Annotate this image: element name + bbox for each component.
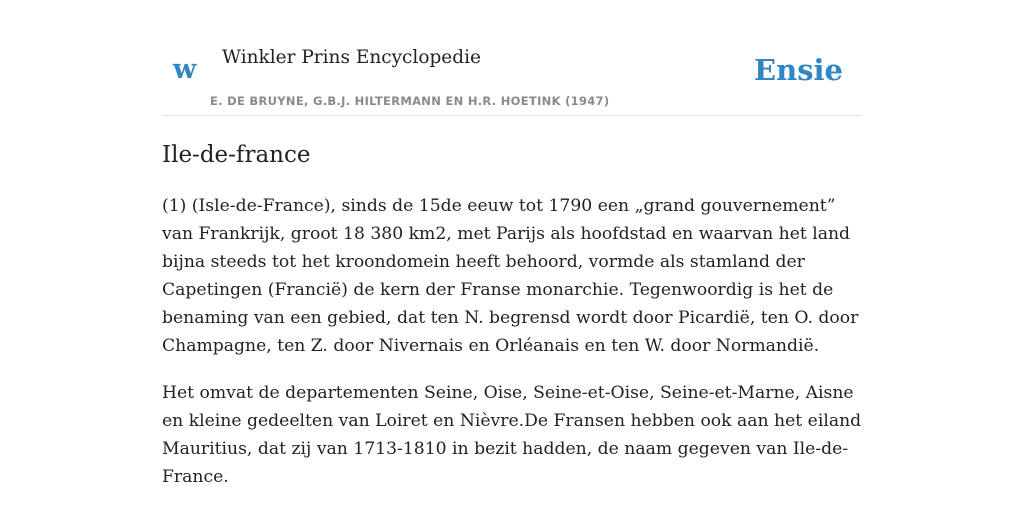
article-title: Ile-de-france <box>162 142 311 168</box>
encyclopedia-logo[interactable]: w <box>173 54 197 85</box>
article-paragraph-1: (1) (Isle-de-France), sinds de 15de eeuw tot 1790 een „grand gouvernement” van Frankrijk, groot 18 380 km2, met Parijs als hoofdstad en waarvan het land bijna steeds tot het kroondomein heeft behoord, vormde als stamland der Capetingen (Francië) de kern der Franse monarchie. Tegenwoordig is het de benaming van een gebied, dat ten N. begrensd wordt door Picardië, ten O. door Champagne, ten Z. door Nivernais en Orléanais en ten W. door Normandië. <box>162 196 859 356</box>
ensie-logo[interactable]: Ensie <box>754 53 843 87</box>
article-paragraph-2: Het omvat de departementen Seine, Oise, Seine-et-Oise, Seine-et-Marne, Aisne en kleine gedeelten van Loiret en Nièvre.De Fransen hebben ook aan het eiland Mauritius, dat zij van 1713-1810 in bezit hadden, de naam gegeven van Ile-de-France. <box>162 383 862 487</box>
header <box>162 0 862 116</box>
book-title[interactable]: Winkler Prins Encyclopedie <box>222 47 481 68</box>
article-body <box>162 192 862 510</box>
authors-line: E. DE BRUYNE, G.B.J. HILTERMANN EN H.R. HOETINK (1947) <box>210 94 610 108</box>
